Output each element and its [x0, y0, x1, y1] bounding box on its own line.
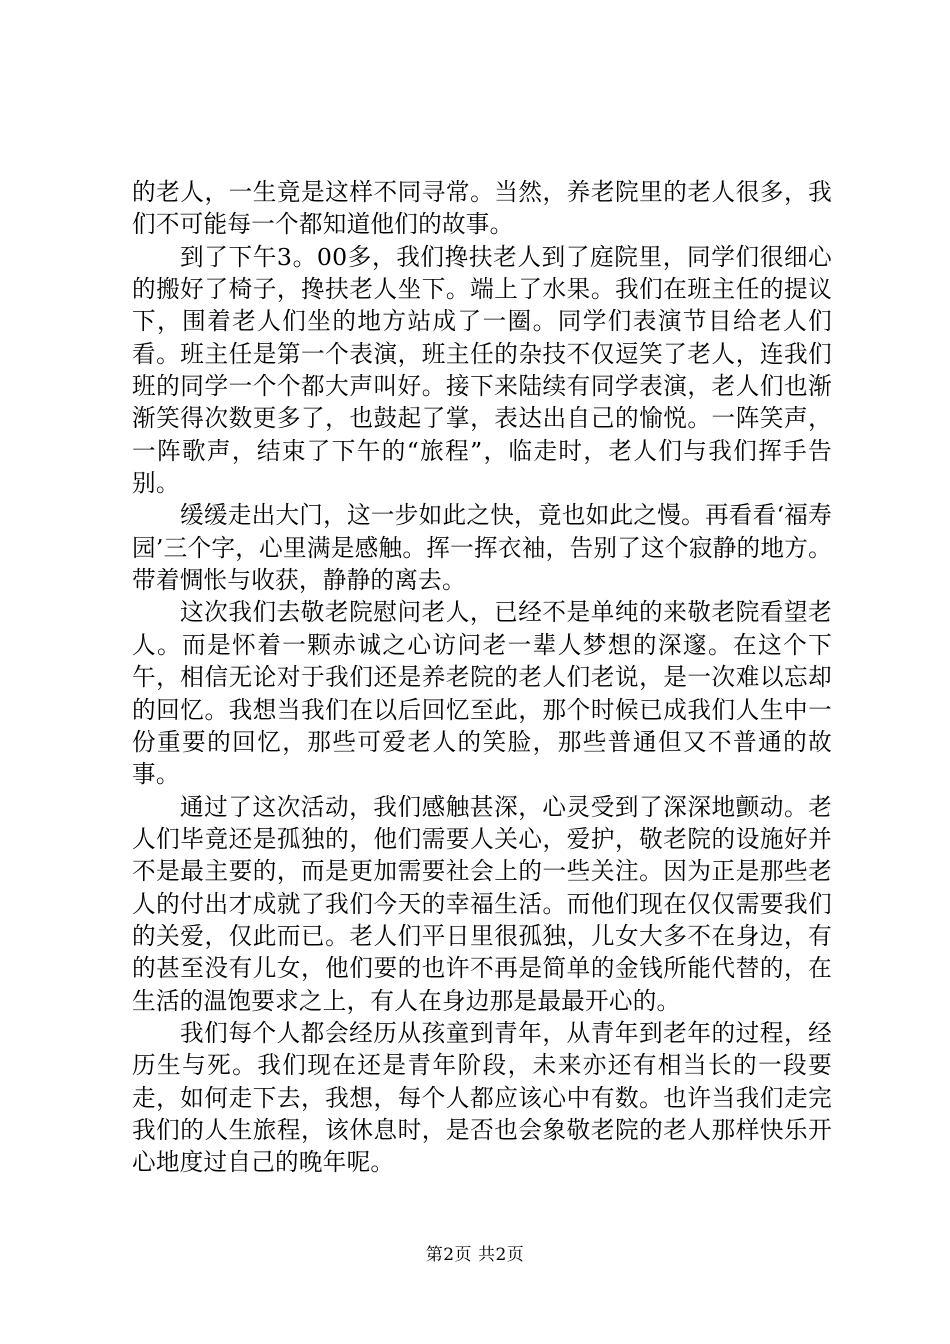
- paragraph-leaving: 缓缓走出大门，这一步如此之快，竟也如此之慢。再看看‘福寿园’三个字，心里满是感触。挥一挥衣袖，告别了这个寂静的地方。带着惆怅与收获，静静的离去。: [132, 501, 832, 595]
- paragraph-afternoon-performance: 到了下午3。00多，我们搀扶老人到了庭院里，同学们很细心的搬好了椅子，搀扶老人坐下。端上了水果。我们在班主任的提议下，围着老人们坐的地方站成了一圈。同学们表演节目给老人们看。班主任是第一个表演，班主任的杂技不仅逗笑了老人，连我们班的同学一个个都大声叫好。接下来陆续有同学表演，老人们也渐渐笑得次数更多了，也鼓起了掌，表达出自己的愉悦。一阵笑声，一阵歌声，结束了下午的“旅程”，临走时，老人们与我们挥手告别。: [132, 242, 832, 498]
- page-number-footer: 第2页 共2页: [425, 1245, 525, 1265]
- paragraph-continuation: 的老人，一生竟是这样不同寻常。当然，养老院里的老人很多，我们不可能每一个都知道他们的故事。: [132, 178, 832, 239]
- paragraph-reflection: 这次我们去敬老院慰问老人，已经不是单纯的来敬老院看望老人。而是怀着一颗赤诚之心访问老一辈人梦想的深邃。在这个下午，相信无论对于我们还是养老院的老人们老说，是一次难以忘却的回忆。我想当我们在以后回忆至此，那个时候已成我们人生中一份重要的回忆，那些可爱老人的笑脸，那些普通但又不普通的故事。: [132, 598, 832, 789]
- paragraph-insight: 通过了这次活动，我们感触甚深，心灵受到了深深地颤动。老人们毕竟还是孤独的，他们需要人关心，爱护，敬老院的设施好并不是最主要的，而是更加需要社会上的一些关注。因为正是那些老人的付出才成就了我们今天的幸福生活。而他们现在仅仅需要我们的关爱，仅此而已。老人们平日里很孤独，儿女大多不在身边，有的甚至没有儿女，他们要的也许不再是简单的金钱所能代替的，在生活的温饱要求之上，有人在身边那是最最开心的。: [132, 792, 832, 1015]
- body-text: [132, 176, 832, 1179]
- paragraph-conclusion: 我们每个人都会经历从孩童到青年，从青年到老年的过程，经历生与死。我们现在还是青年阶段，未来亦还有相当长的一段要走，如何走下去，我想，每个人都应该心中有数。也许当我们走完我们的人生旅程，该休息时，是否也会象敬老院的老人那样快乐开心地度过自己的晚年呢。: [132, 1018, 832, 1177]
